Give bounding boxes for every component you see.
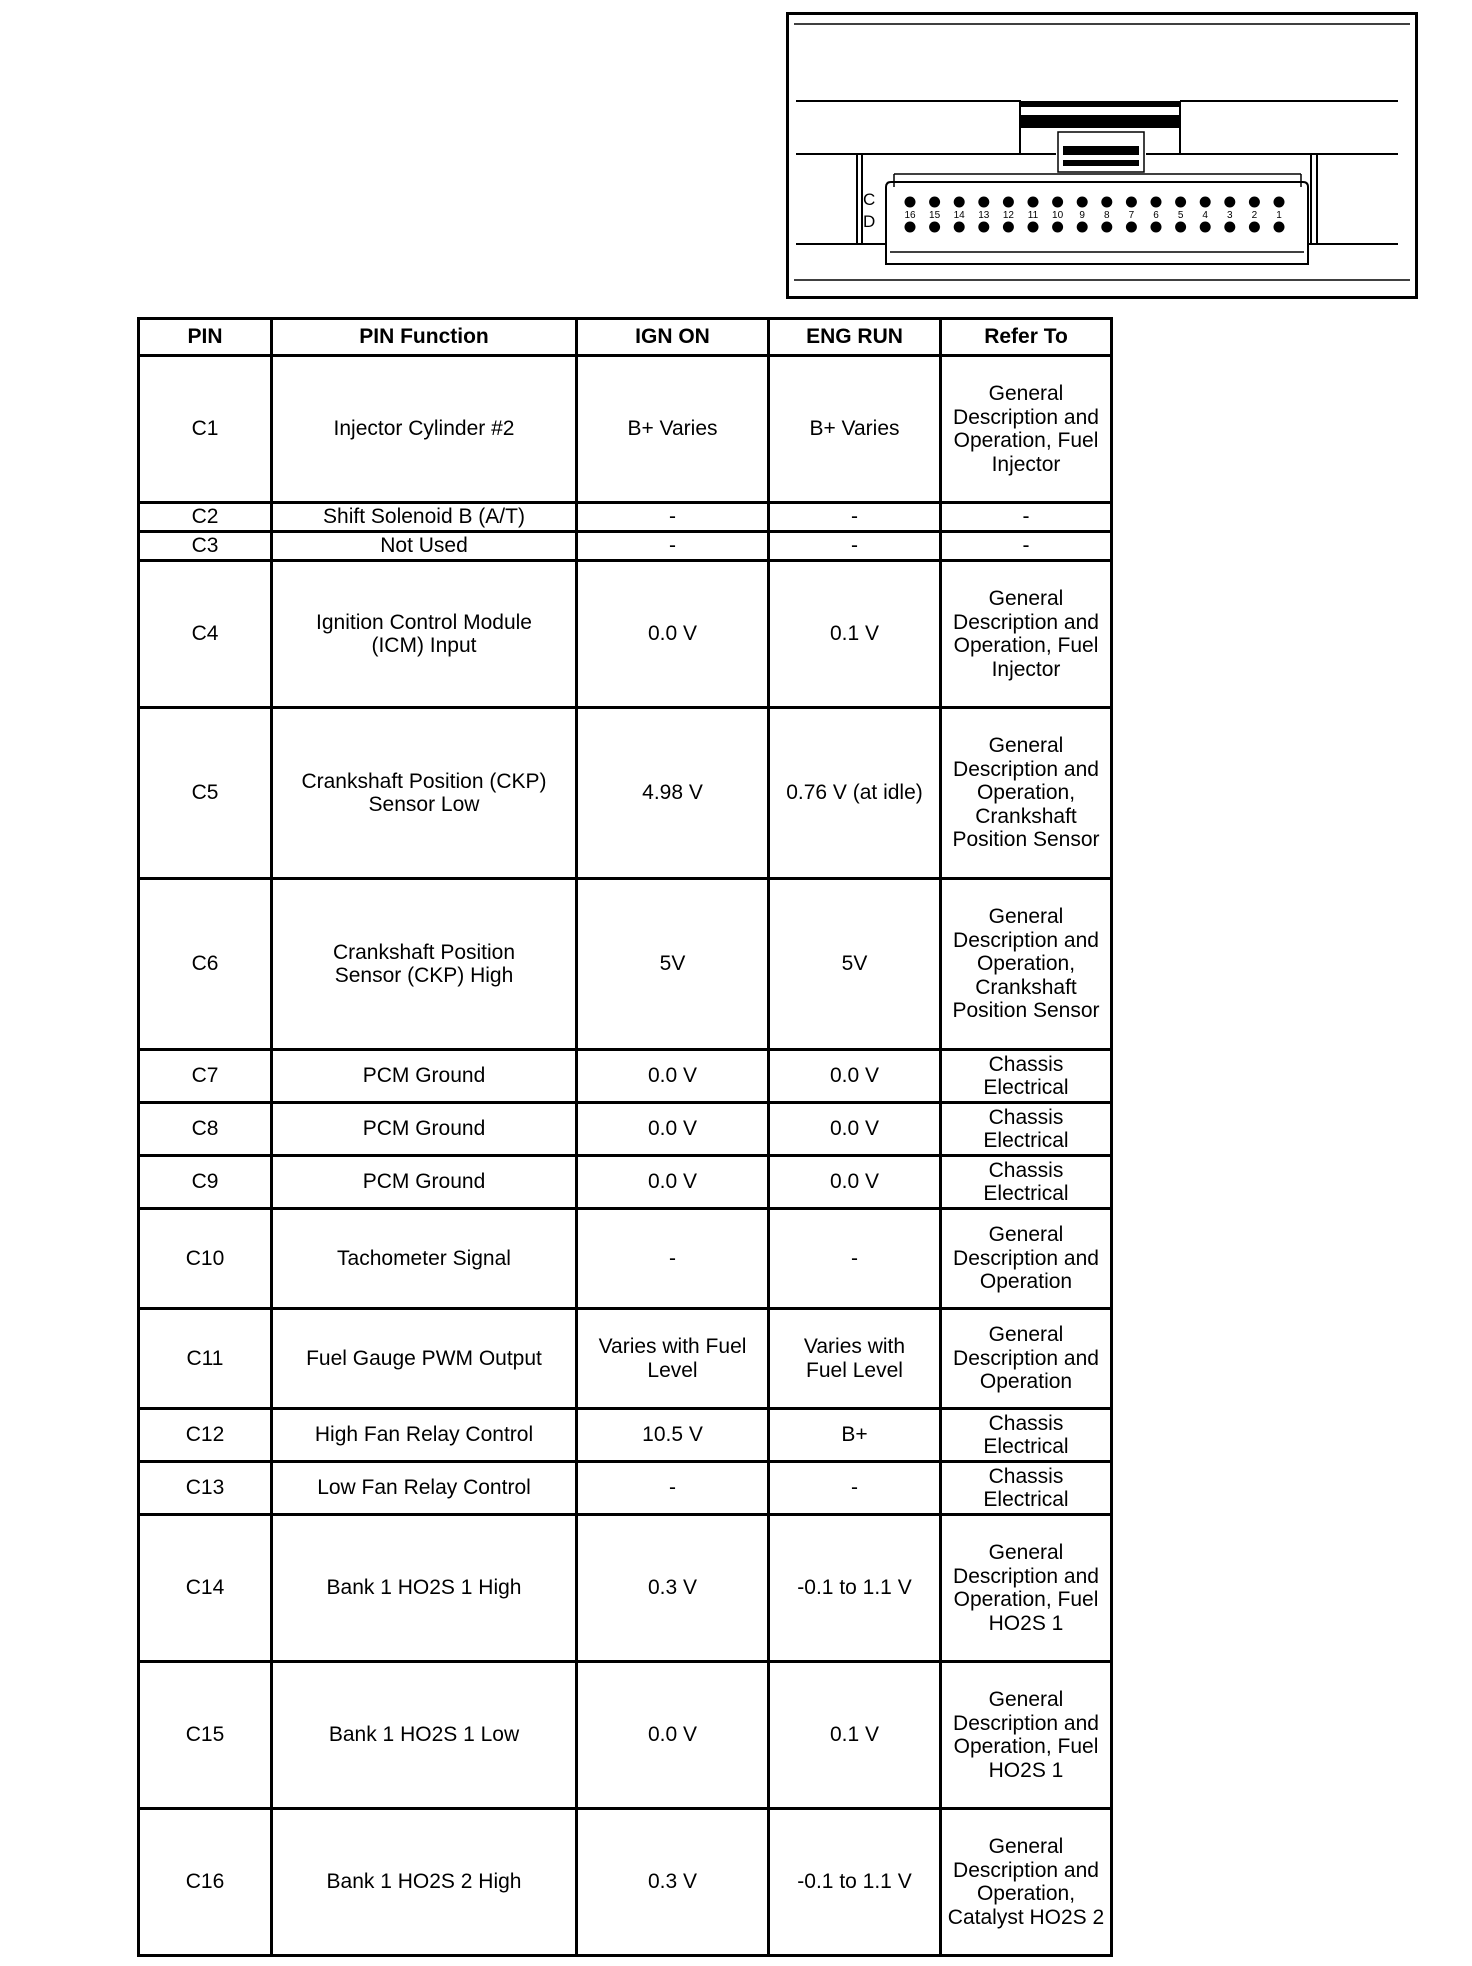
refer-to-cell: General Description and Operation [941,1209,1112,1309]
pin-d-dot [1052,222,1063,233]
ign-on-cell: Varies with Fuel Level [577,1309,769,1409]
refer-to-cell: Chassis Electrical [941,1462,1112,1515]
pin-c-dot [1151,197,1162,208]
ign-on-cell: - [577,532,769,561]
refer-to-cell: Chassis Electrical [941,1050,1112,1103]
row-c-label: C [863,190,876,209]
ign-on-cell: 0.3 V [577,1809,769,1956]
pin-cell: C3 [139,532,272,561]
pin-number-label: 12 [1002,210,1014,221]
pin-number-label: 11 [1027,210,1039,221]
refer-to-cell: General Description and Operation [941,1309,1112,1409]
pin-d-dot [1200,222,1211,233]
pin-d-dot [954,222,965,233]
eng-run-cell: -0.1 to 1.1 V [769,1515,941,1662]
eng-run-cell: - [769,503,941,532]
pin-c-dot [1003,197,1014,208]
pin-d-dot [1003,222,1014,233]
pin-number-label: 13 [978,210,990,221]
pin-cell: C14 [139,1515,272,1662]
refer-to-cell: - [941,503,1112,532]
header-refer-to: Refer To [941,319,1112,356]
pin-number-label: 14 [953,210,965,221]
table-row [139,1209,1112,1309]
pin-d-dot [1175,222,1186,233]
pin-cell: C11 [139,1309,272,1409]
pin-number-label: 8 [1104,210,1110,221]
function-cell: Crankshaft Position (CKP) Sensor Low [272,708,577,879]
pin-c-dot [1274,197,1285,208]
eng-run-cell: - [769,532,941,561]
pin-c-dot [978,197,989,208]
table-row [139,561,1112,708]
ign-on-cell: - [577,503,769,532]
pin-cell: C16 [139,1809,272,1956]
eng-run-cell: -0.1 to 1.1 V [769,1809,941,1956]
function-cell: PCM Ground [272,1103,577,1156]
pin-number-label: 2 [1251,210,1258,221]
refer-to-cell: Chassis Electrical [941,1156,1112,1209]
pin-c-dot [1052,197,1063,208]
connector-diagram [786,12,1418,299]
table-row [139,1309,1112,1409]
pin-d-dot [1249,222,1260,233]
pin-cell: C4 [139,561,272,708]
ign-on-cell: 4.98 V [577,708,769,879]
refer-to-cell: General Description and Operation, Crankshaft Position Sensor [941,708,1112,879]
ign-on-cell: 0.0 V [577,1050,769,1103]
pin-cell: C2 [139,503,272,532]
eng-run-cell: 0.1 V [769,1662,941,1809]
eng-run-cell: - [769,1462,941,1515]
ign-on-cell: 0.0 V [577,561,769,708]
function-cell: Bank 1 HO2S 1 High [272,1515,577,1662]
eng-run-cell: - [769,1209,941,1309]
function-cell: Tachometer Signal [272,1209,577,1309]
function-cell: Fuel Gauge PWM Output [272,1309,577,1409]
function-cell: High Fan Relay Control [272,1409,577,1462]
pin-c-dot [1077,197,1088,208]
pin-number-label: 10 [1052,210,1064,221]
table-row [139,708,1112,879]
row-d-label: D [863,212,876,231]
refer-to-cell: General Description and Operation, Fuel Injector [941,561,1112,708]
refer-to-cell: General Description and Operation, Catalyst HO2S 2 [941,1809,1112,1956]
pin-c-dot [1175,197,1186,208]
pin-number-label: 3 [1227,210,1233,221]
pin-d-dot [978,222,989,233]
table-row [139,356,1112,503]
pin-d-dot [905,222,916,233]
table-row [139,879,1112,1050]
function-cell: Crankshaft Position Sensor (CKP) High [272,879,577,1050]
pin-c-dot [1224,197,1235,208]
pin-number-label: 7 [1128,210,1135,221]
header-eng-run: ENG RUN [769,319,941,356]
refer-to-cell: Chassis Electrical [941,1409,1112,1462]
refer-to-cell: - [941,532,1112,561]
pin-number-label: 9 [1079,210,1085,221]
table-row [139,1809,1112,1956]
function-cell: Not Used [272,532,577,561]
pin-d-dot [929,222,940,233]
table-row [139,1103,1112,1156]
refer-to-cell: General Description and Operation, Fuel HO2S 1 [941,1662,1112,1809]
pin-c-dot [1028,197,1039,208]
function-cell: PCM Ground [272,1050,577,1103]
refer-to-cell: General Description and Operation, Fuel Injector [941,356,1112,503]
function-cell: PCM Ground [272,1156,577,1209]
pin-cell: C7 [139,1050,272,1103]
pin-cell: C1 [139,356,272,503]
pin-number-label: 1 [1276,210,1282,221]
pin-number-label: 16 [904,210,916,221]
function-cell: Low Fan Relay Control [272,1462,577,1515]
pin-d-dot [1224,222,1235,233]
eng-run-cell: 0.1 V [769,561,941,708]
pin-cell: C15 [139,1662,272,1809]
pin-cell: C8 [139,1103,272,1156]
header-ign-on: IGN ON [577,319,769,356]
pin-c-dot [954,197,965,208]
pin-c-dot [1249,197,1260,208]
table-row [139,1156,1112,1209]
table-header-row [139,319,1112,356]
eng-run-cell: Varies with Fuel Level [769,1309,941,1409]
eng-run-cell: 0.76 V (at idle) [769,708,941,879]
pin-c-dot [1101,197,1112,208]
header-pin-function: PIN Function [272,319,577,356]
ign-on-cell: B+ Varies [577,356,769,503]
function-cell: Shift Solenoid B (A/T) [272,503,577,532]
table-row [139,1409,1112,1462]
ign-on-cell: 10.5 V [577,1409,769,1462]
function-cell: Bank 1 HO2S 2 High [272,1809,577,1956]
eng-run-cell: B+ [769,1409,941,1462]
pin-d-dot [1028,222,1039,233]
table-row [139,1050,1112,1103]
ign-on-cell: - [577,1209,769,1309]
ign-on-cell: 0.3 V [577,1515,769,1662]
pin-d-dot [1101,222,1112,233]
pinout-table [137,317,1113,1957]
refer-to-cell: General Description and Operation, Fuel HO2S 1 [941,1515,1112,1662]
pin-cell: C6 [139,879,272,1050]
pin-d-dot [1126,222,1137,233]
refer-to-cell: General Description and Operation, Crankshaft Position Sensor [941,879,1112,1050]
ign-on-cell: 5V [577,879,769,1050]
pin-cell: C5 [139,708,272,879]
refer-to-cell: Chassis Electrical [941,1103,1112,1156]
ign-on-cell: 0.0 V [577,1156,769,1209]
pin-cell: C12 [139,1409,272,1462]
function-cell: Injector Cylinder #2 [272,356,577,503]
eng-run-cell: 0.0 V [769,1103,941,1156]
ign-on-cell: - [577,1462,769,1515]
pin-d-dot [1274,222,1285,233]
pin-cell: C9 [139,1156,272,1209]
ign-on-cell: 0.0 V [577,1103,769,1156]
pin-number-label: 15 [929,210,941,221]
table-row [139,1515,1112,1662]
pin-cell: C10 [139,1209,272,1309]
pin-number-label: 4 [1202,210,1208,221]
function-cell: Ignition Control Module (ICM) Input [272,561,577,708]
table-row [139,1662,1112,1809]
ign-on-cell: 0.0 V [577,1662,769,1809]
eng-run-cell: 0.0 V [769,1156,941,1209]
eng-run-cell: B+ Varies [769,356,941,503]
pin-c-dot [929,197,940,208]
pin-number-label: 5 [1177,210,1184,221]
eng-run-cell: 0.0 V [769,1050,941,1103]
pin-d-dot [1151,222,1162,233]
eng-run-cell: 5V [769,879,941,1050]
function-cell: Bank 1 HO2S 1 Low [272,1662,577,1809]
table-row [139,503,1112,532]
pin-c-dot [1200,197,1211,208]
pin-cell: C13 [139,1462,272,1515]
pin-number-label: 6 [1153,210,1159,221]
pin-c-dot [905,197,916,208]
table-row [139,532,1112,561]
header-pin: PIN [139,319,272,356]
table-row [139,1462,1112,1515]
pin-d-dot [1077,222,1088,233]
pin-c-dot [1126,197,1137,208]
